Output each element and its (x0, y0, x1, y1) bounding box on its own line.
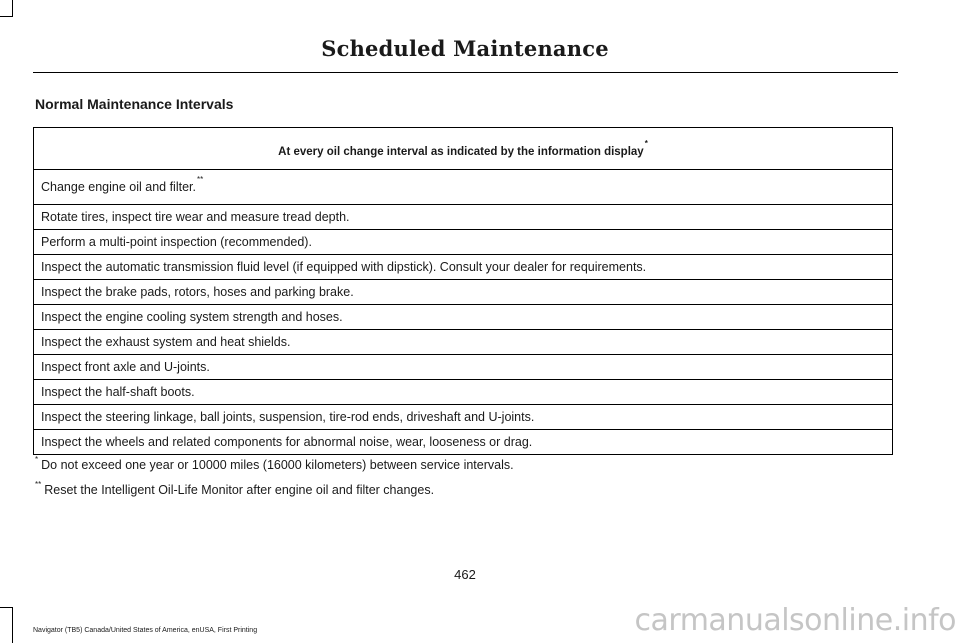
table-header-cell (34, 128, 893, 170)
section-heading: Normal Maintenance Intervals (35, 96, 234, 112)
table-row (34, 430, 893, 455)
table-header-row (34, 128, 893, 170)
row-text: Perform a multi-point inspection (recommended). (34, 230, 893, 255)
crop-mark-bottom-left-h (0, 607, 13, 608)
row-text: Inspect the steering linkage, ball joints, suspension, tire-rod ends, driveshaft and U-joints. (34, 405, 893, 430)
row-text: Inspect the half-shaft boots. (34, 380, 893, 405)
crop-mark-top-left-h (0, 16, 13, 17)
page-title: Scheduled Maintenance (321, 36, 609, 61)
table-row (34, 405, 893, 430)
row-text: Inspect the wheels and related components for abnormal noise, wear, looseness or drag. (34, 430, 893, 455)
footnote-one-year (35, 455, 514, 472)
table-header-text: At every oil change interval as indicated by the information display (278, 146, 644, 158)
table-row (34, 205, 893, 230)
row-text: Inspect front axle and U-joints. (34, 355, 893, 380)
table-row (34, 380, 893, 405)
footnote-marker: ** (196, 175, 204, 184)
table-row (34, 330, 893, 355)
row-text: Rotate tires, inspect tire wear and measure tread depth. (34, 205, 893, 230)
footnote-marker: * (644, 139, 648, 148)
table-row (34, 255, 893, 280)
footnote-text: Do not exceed one year or 10000 miles (16000 kilometers) between service intervals. (41, 458, 514, 472)
header-divider (33, 72, 898, 73)
crop-mark-bottom-left-v (12, 607, 13, 643)
table-row (34, 170, 893, 205)
row-text: Inspect the engine cooling system strength and hoses. (34, 305, 893, 330)
footnote-text: Reset the Intelligent Oil-Life Monitor after engine oil and filter changes. (44, 483, 435, 497)
watermark: carmanualsonline.info (634, 603, 956, 638)
footnote-marker: ** (35, 480, 42, 489)
row-text: Change engine oil and filter. (41, 180, 196, 194)
print-footer: Navigator (TB5) Canada/United States of America, enUSA, First Printing (33, 627, 258, 634)
page-number: 462 (454, 567, 476, 582)
footnote-marker: * (35, 455, 39, 464)
table-row (34, 305, 893, 330)
row-text: Inspect the automatic transmission fluid level (if equipped with dipstick). Consult your dealer for requirements. (34, 255, 893, 280)
table-row (34, 355, 893, 380)
crop-mark-top-left-v (12, 0, 13, 16)
footnote-oil-life (35, 480, 435, 497)
table-row (34, 230, 893, 255)
table-row (34, 280, 893, 305)
row-text: Inspect the brake pads, rotors, hoses and parking brake. (34, 280, 893, 305)
row-text: Inspect the exhaust system and heat shields. (34, 330, 893, 355)
maintenance-table (33, 127, 893, 455)
